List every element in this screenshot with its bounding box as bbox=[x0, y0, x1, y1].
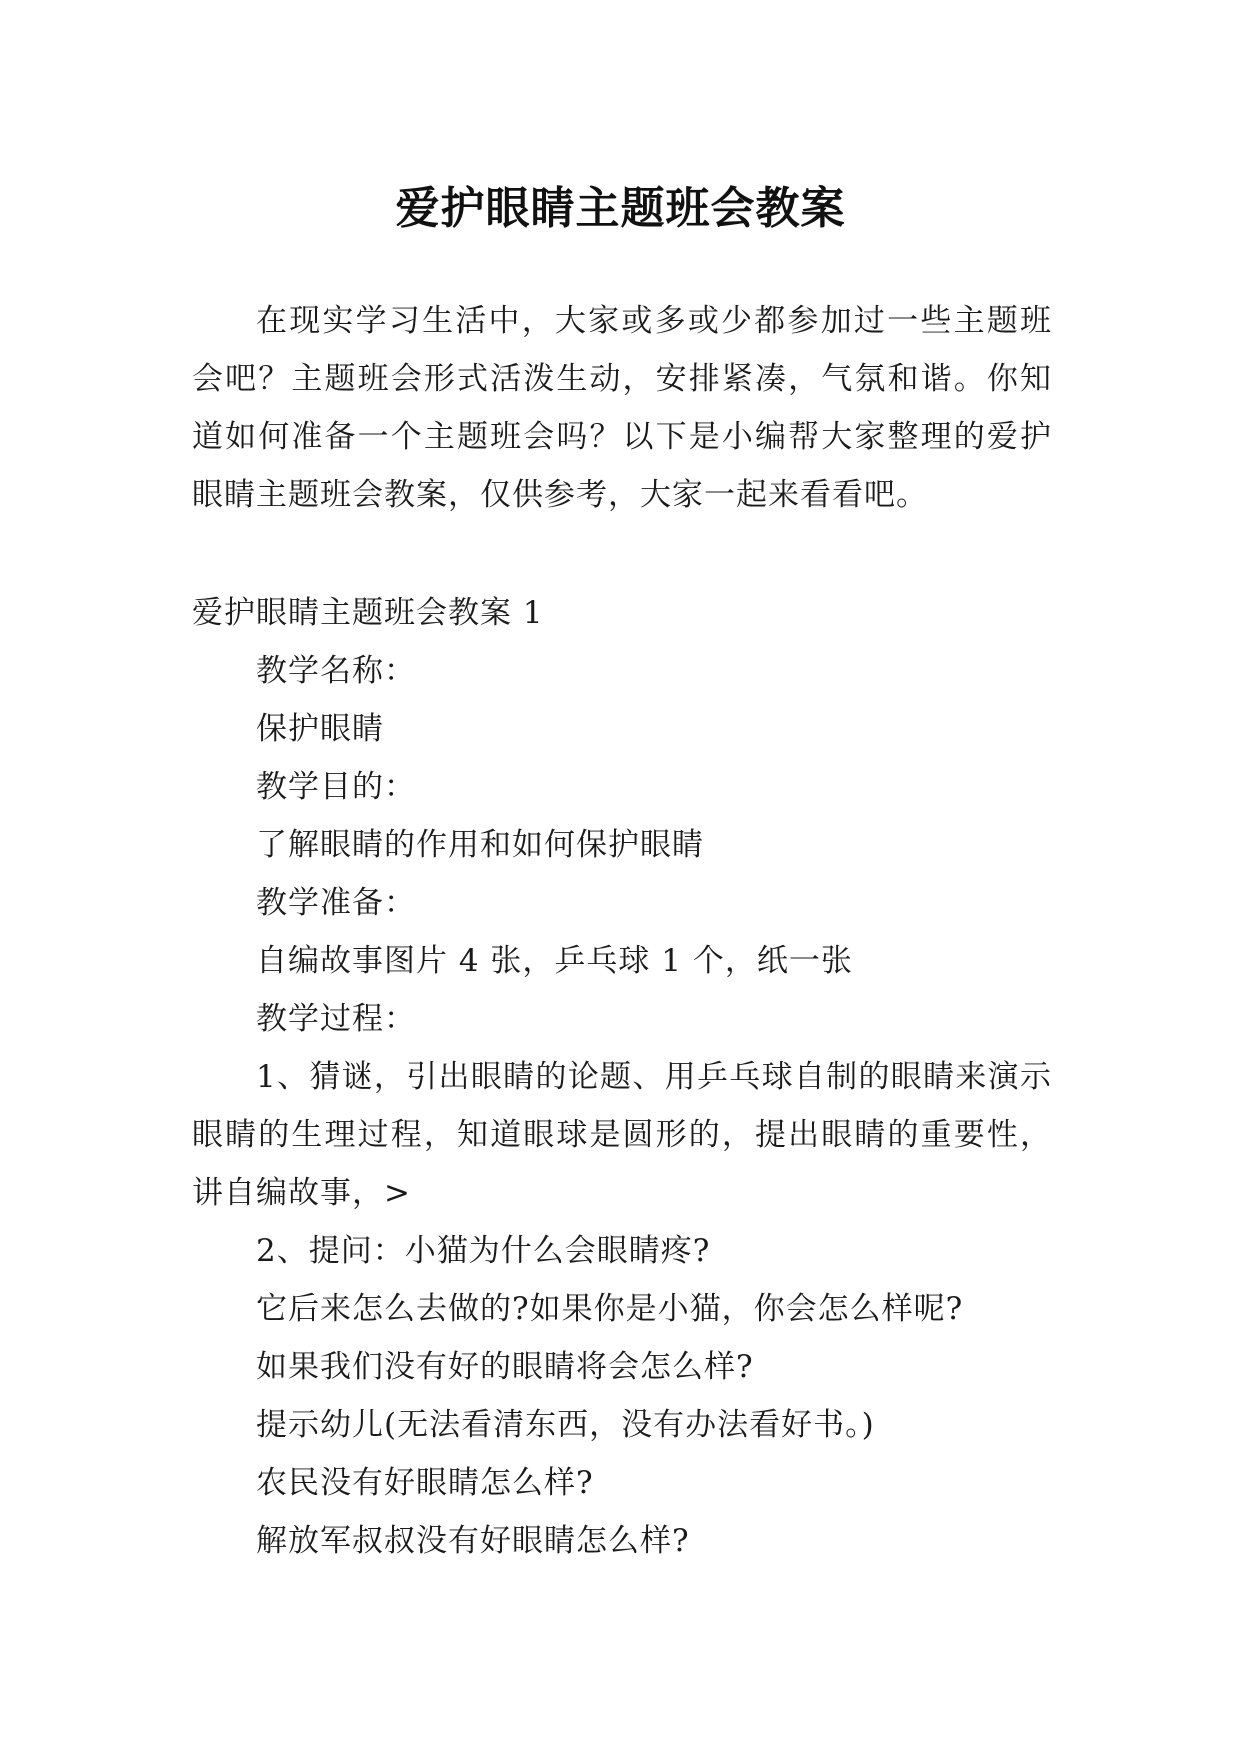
lesson-line: 农民没有好眼睛怎么样? bbox=[256, 1465, 594, 1501]
lesson-line: 教学准备： bbox=[256, 885, 416, 921]
lesson-line: 如果我们没有好的眼睛将会怎么样? bbox=[256, 1349, 754, 1385]
lesson-line: 教学过程： bbox=[256, 1001, 416, 1037]
lesson-line: 2、提问：小猫为什么会眼睛疼? bbox=[256, 1233, 711, 1269]
lesson-line: 它后来怎么去做的?如果你是小猫，你会怎么样呢? bbox=[256, 1291, 964, 1327]
lesson-line: 自编故事图片 4 张，乒乓球 1 个，纸一张 bbox=[256, 943, 853, 979]
lesson-line: 教学名称： bbox=[256, 653, 416, 689]
document-title: 爱护眼睛主题班会教案 bbox=[395, 183, 846, 235]
lesson-line: 提示幼儿(无法看清东西，没有办法看好书。) bbox=[256, 1407, 875, 1443]
section-heading: 爱护眼睛主题班会教案 1 bbox=[192, 595, 544, 631]
lesson-line: 1、猜谜，引出眼睛的论题、用乒乓球自制的眼睛来演示眼睛的生理过程，知道眼球是圆形的，提出眼睛的重要性，讲自编故事，> bbox=[192, 1059, 1052, 1211]
lesson-line: 解放军叔叔没有好眼睛怎么样? bbox=[256, 1523, 690, 1559]
lesson-line: 保护眼睛 bbox=[256, 711, 384, 747]
lesson-line: 教学目的： bbox=[256, 769, 416, 805]
lesson-line: 了解眼睛的作用和如何保护眼睛 bbox=[256, 827, 704, 863]
lesson-body bbox=[192, 642, 1052, 1570]
intro-paragraph: 在现实学习生活中，大家或多或少都参加过一些主题班会吧？主题班会形式活泼生动，安排紧凑，气氛和谐。你知道如何准备一个主题班会吗？以下是小编帮大家整理的爱护眼睛主题班会教案，仅供参考，大家一起来看看吧。 bbox=[192, 303, 1052, 513]
